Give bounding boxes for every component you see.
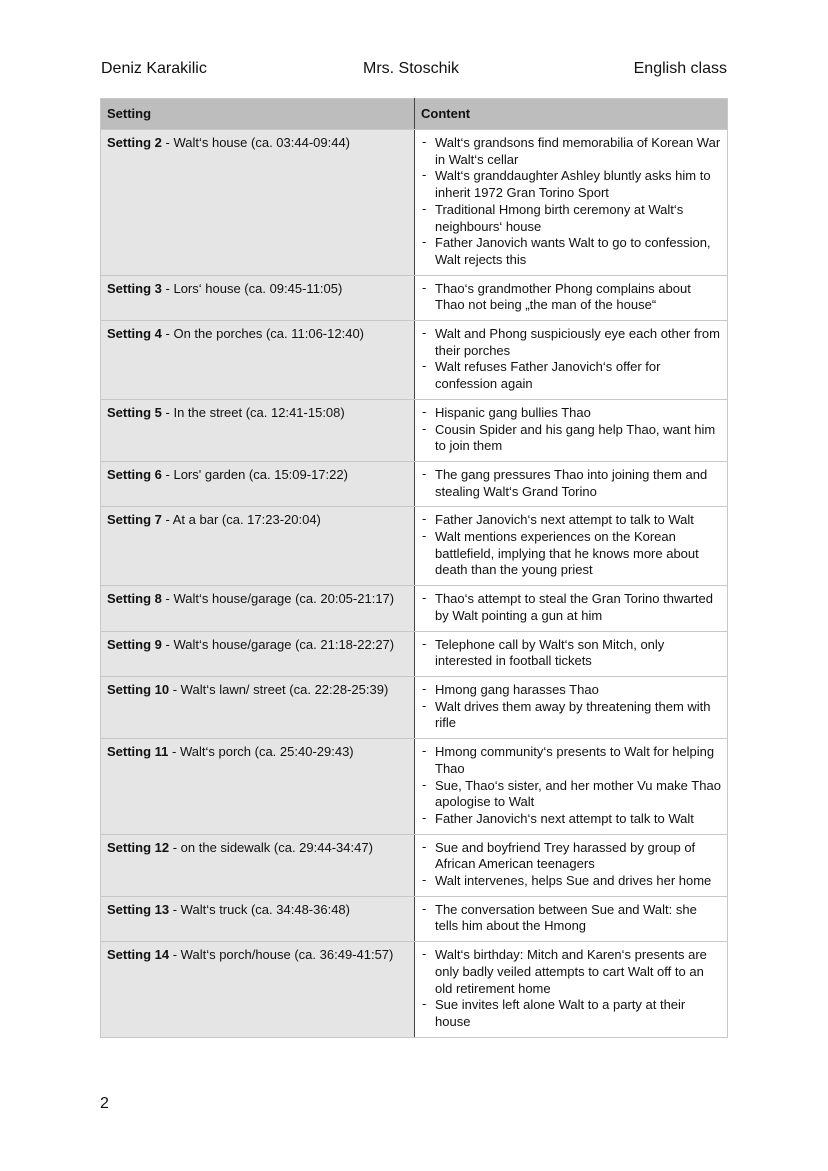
content-cell xyxy=(415,739,728,835)
setting-name: Setting 2 xyxy=(107,135,162,150)
setting-description: - Walt‘s porch/house (ca. 36:49-41:57) xyxy=(169,947,394,963)
content-list xyxy=(421,682,721,732)
content-list xyxy=(421,326,721,393)
content-list xyxy=(421,744,721,828)
table-row xyxy=(101,461,728,506)
setting-name: Setting 14 xyxy=(107,947,170,963)
setting-cell xyxy=(101,676,415,738)
list-item: - Father Janovich‘s next attempt to talk to Walt xyxy=(435,512,721,529)
content-list xyxy=(421,405,721,455)
table-body xyxy=(101,130,728,1038)
setting-description: - Walt‘s lawn/ street (ca. 22:28-25:39) xyxy=(169,681,389,697)
table-row xyxy=(101,321,728,400)
setting-description: - Walt‘s house (ca. 03:44-09:44) xyxy=(161,135,351,150)
setting-name: Setting 3 xyxy=(107,280,162,296)
content-cell xyxy=(415,507,728,586)
setting-description: - Lors‘ house (ca. 09:45-11:05) xyxy=(161,280,343,296)
setting-description: - On the porches (ca. 11:06-12:40) xyxy=(161,326,364,342)
setting-description: - Walt‘s truck (ca. 34:48-36:48) xyxy=(169,901,350,917)
list-item: - Walt refuses Father Janovich‘s offer for confession again xyxy=(435,359,721,392)
list-item: - Sue and boyfriend Trey harassed by group of African American teenagers xyxy=(435,840,721,873)
setting-cell xyxy=(101,507,415,586)
setting-name: Setting 9 xyxy=(107,636,162,652)
content-cell xyxy=(415,275,728,320)
content-cell xyxy=(415,834,728,896)
list-item: - Sue invites left alone Walt to a party at their house xyxy=(435,997,721,1030)
list-item: - Thao‘s grandmother Phong complains about Thao not being „the man of the house“ xyxy=(435,281,721,314)
list-item: - Walt drives them away by threatening them with rifle xyxy=(435,699,721,732)
setting-description: - Lors' garden (ca. 15:09-17:22) xyxy=(161,466,348,482)
table-row xyxy=(101,586,728,631)
table-row xyxy=(101,676,728,738)
table-row xyxy=(101,631,728,676)
content-cell xyxy=(415,676,728,738)
list-item: - Father Janovich wants Walt to go to confession, Walt rejects this xyxy=(435,235,721,268)
list-item: - Traditional Hmong birth ceremony at Walt‘s neighbours‘ house xyxy=(435,202,721,235)
list-item: - Hmong community‘s presents to Walt for helping Thao xyxy=(435,744,721,777)
setting-description: - Walt‘s house/garage (ca. 20:05-21:17) xyxy=(161,591,395,607)
content-list xyxy=(421,947,721,1031)
content-cell xyxy=(415,896,728,941)
setting-name: Setting 6 xyxy=(107,466,162,482)
list-item: - Cousin Spider and his gang help Thao, want him to join them xyxy=(435,422,721,455)
table-row xyxy=(101,275,728,320)
list-item: - Walt‘s granddaughter Ashley bluntly asks him to inherit 1972 Gran Torino Sport xyxy=(435,168,721,201)
setting-cell xyxy=(101,461,415,506)
content-cell xyxy=(415,461,728,506)
content-list xyxy=(421,512,721,579)
column-header-setting: Setting xyxy=(101,99,415,130)
table-row xyxy=(101,834,728,896)
content-list xyxy=(421,591,721,624)
table-row xyxy=(101,739,728,835)
setting-cell xyxy=(101,896,415,941)
content-cell xyxy=(415,586,728,631)
setting-description: - At a bar (ca. 17:23-20:04) xyxy=(161,512,321,528)
list-item: - Walt‘s grandsons find memorabilia of Korean War in Walt‘s cellar xyxy=(435,135,721,168)
setting-cell xyxy=(101,586,415,631)
content-cell xyxy=(415,399,728,461)
table-row xyxy=(101,942,728,1038)
content-list xyxy=(421,135,721,269)
list-item: - Hmong gang harasses Thao xyxy=(435,682,721,699)
content-cell xyxy=(415,321,728,400)
content-list xyxy=(421,902,721,935)
content-cell xyxy=(415,130,728,276)
content-list xyxy=(421,281,721,314)
setting-description: - Walt‘s house/garage (ca. 21:18-22:27) xyxy=(161,636,395,652)
setting-cell xyxy=(101,275,415,320)
content-list xyxy=(421,840,721,890)
setting-name: Setting 11 xyxy=(107,744,169,760)
setting-cell xyxy=(101,739,415,835)
list-item: - Father Janovich‘s next attempt to talk to Walt xyxy=(435,811,721,828)
content-list xyxy=(421,637,721,670)
setting-name: Setting 10 xyxy=(107,681,170,697)
list-item: - The gang pressures Thao into joining them and stealing Walt‘s Grand Torino xyxy=(435,467,721,500)
content-cell xyxy=(415,631,728,676)
list-item: - Walt intervenes, helps Sue and drives her home xyxy=(435,873,721,890)
table-header-row xyxy=(101,99,728,130)
list-item: - The conversation between Sue and Walt: she tells him about the Hmong xyxy=(435,902,721,935)
setting-cell xyxy=(101,321,415,400)
table-row xyxy=(101,130,728,276)
list-item: - Walt‘s birthday: Mitch and Karen‘s presents are only badly veiled attempts to cart Walt off to an old retirement home xyxy=(435,947,721,997)
setting-description: - on the sidewalk (ca. 29:44-34:47) xyxy=(169,839,373,855)
setting-cell xyxy=(101,834,415,896)
setting-name: Setting 8 xyxy=(107,591,162,607)
column-header-content: Content xyxy=(415,99,728,130)
setting-name: Setting 4 xyxy=(107,326,162,342)
setting-cell xyxy=(101,399,415,461)
header-author: Deniz Karakilic xyxy=(101,60,207,77)
table-row xyxy=(101,399,728,461)
setting-cell xyxy=(101,631,415,676)
setting-description: - Walt‘s porch (ca. 25:40-29:43) xyxy=(168,744,354,760)
content-list xyxy=(421,467,721,500)
page-number: 2 xyxy=(100,1095,109,1112)
setting-name: Setting 12 xyxy=(107,839,170,855)
header-teacher: Mrs. Stoschik xyxy=(363,60,460,77)
setting-cell xyxy=(101,130,415,276)
list-item: - Hispanic gang bullies Thao xyxy=(435,405,721,422)
table-row xyxy=(101,896,728,941)
list-item: - Walt and Phong suspiciously eye each other from their porches xyxy=(435,326,721,359)
table-row xyxy=(101,507,728,586)
setting-name: Setting 5 xyxy=(107,404,162,420)
setting-name: Setting 7 xyxy=(107,512,162,528)
setting-name: Setting 13 xyxy=(107,901,170,917)
list-item: - Thao‘s attempt to steal the Gran Torino thwarted by Walt pointing a gun at him xyxy=(435,591,721,624)
list-item: - Walt mentions experiences on the Korean battlefield, implying that he knows more about death than the young priest xyxy=(435,529,721,579)
setting-cell xyxy=(101,942,415,1038)
settings-table xyxy=(100,98,728,1038)
content-cell xyxy=(415,942,728,1038)
header-subject: English class xyxy=(633,60,727,77)
list-item: - Sue, Thao‘s sister, and her mother Vu make Thao apologise to Walt xyxy=(435,778,721,811)
setting-description: - In the street (ca. 12:41-15:08) xyxy=(161,404,345,420)
list-item: - Telephone call by Walt‘s son Mitch, only interested in football tickets xyxy=(435,637,721,670)
